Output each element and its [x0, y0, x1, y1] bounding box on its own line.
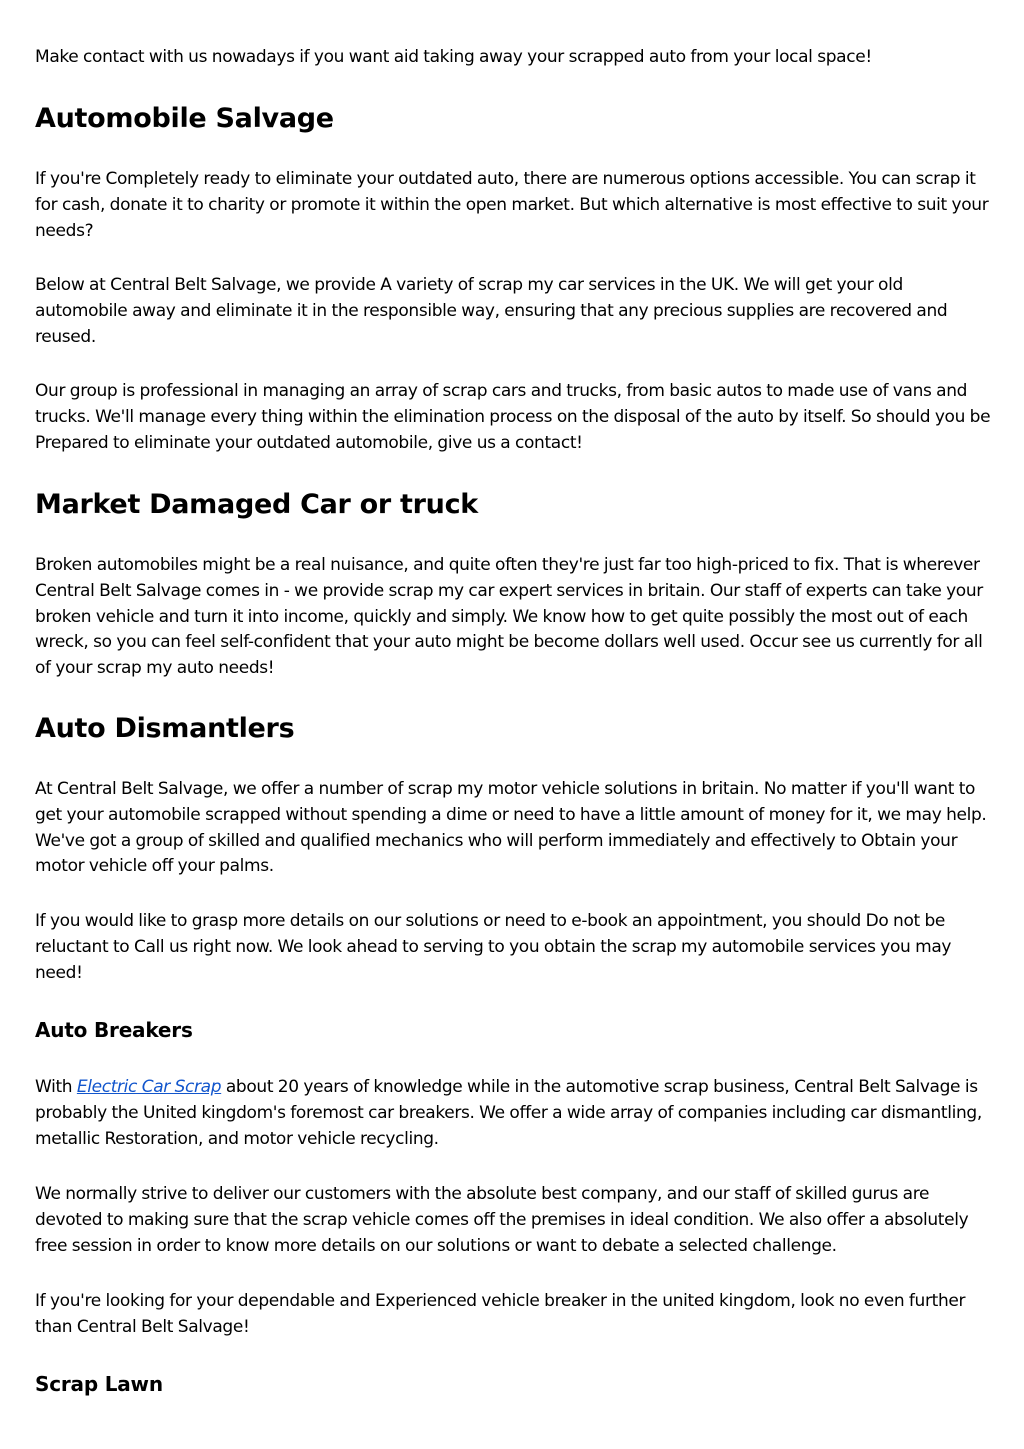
auto-dismantlers-paragraph-2: If you would like to grasp more details on our solutions or need to e-book an appointment, you should Do not be reluctant to Call us right now. We look ahead to serving to you obtain the scrap my automobile services you may need!: [35, 911, 952, 983]
auto-breakers-text-before-link: With: [35, 1077, 77, 1097]
auto-breakers-paragraph-1: [35, 1075, 995, 1152]
automobile-salvage-paragraph-1: If you're Completely ready to eliminate your outdated auto, there are numerous options accessible. You can scrap it for cash, donate it to charity or promote it within the open market. But which alternative is most effective to suit your needs?: [35, 169, 989, 241]
heading-auto-dismantlers: Auto Dismantlers: [35, 713, 295, 744]
heading-auto-breakers: Auto Breakers: [35, 1018, 193, 1042]
auto-breakers-paragraph-3: If you're looking for your dependable and Experienced vehicle breaker in the united kingdom, look no even further than Central Belt Salvage!: [35, 1291, 966, 1337]
automobile-salvage-paragraph-2: Below at Central Belt Salvage, we provide A variety of scrap my car services in the UK. We will get your old automobile away and eliminate it in the responsible way, ensuring that any precious supplies are recovered and reused.: [35, 275, 948, 347]
auto-dismantlers-paragraph-1: At Central Belt Salvage, we offer a number of scrap my motor vehicle solutions in britain. No matter if you'll want to get your automobile scrapped without spending a dime or need to have a little amount of money for it, we may help. We've got a group of skilled and qualified mechanics who will perform immediately and effectively to Obtain your motor vehicle off your palms.: [35, 779, 987, 877]
heading-automobile-salvage: Automobile Salvage: [35, 103, 334, 134]
heading-scrap-lawn: Scrap Lawn: [35, 1372, 163, 1396]
electric-car-scrap-link[interactable]: Electric Car Scrap: [76, 1077, 222, 1097]
heading-market-damaged: Market Damaged Car or truck: [35, 489, 478, 520]
automobile-salvage-paragraph-3: Our group is professional in managing an array of scrap cars and trucks, from basic autos to made use of vans and trucks. We'll manage every thing within the elimination process on the disposal of the auto by itself. So should you be Prepared to eliminate your outdated automobile, give us a contact!: [35, 381, 991, 453]
auto-breakers-text-after-link: about 20 years of knowledge while in the automotive scrap business, Central Belt Salvage is probably the United kingdom's foremost car breakers. We offer a wide array of companies including car dismantling, metallic Restoration, and motor vehicle recycling.: [35, 1077, 982, 1149]
auto-breakers-paragraph-2: We normally strive to deliver our customers with the absolute best company, and our staff of skilled gurus are devoted to making sure that the scrap vehicle comes off the premises in ideal condition. We also offer a absolutely free session in order to know more details on our solutions or want to debate a selected challenge.: [35, 1184, 969, 1256]
intro-paragraph: Make contact with us nowadays if you want aid taking away your scrapped auto from your local space!: [35, 47, 872, 67]
market-damaged-paragraph-1: Broken automobiles might be a real nuisance, and quite often they're just far too high-priced to fix. That is wherever Central Belt Salvage comes in - we provide scrap my car expert services in britain. Our staff of experts can take your broken vehicle and turn it into income, quickly and simply. We know how to get quite possibly the most out of each wreck, so you can feel self-confident that your auto might be become dollars well used. Occur see us currently for all of your scrap my auto needs!: [35, 555, 983, 679]
